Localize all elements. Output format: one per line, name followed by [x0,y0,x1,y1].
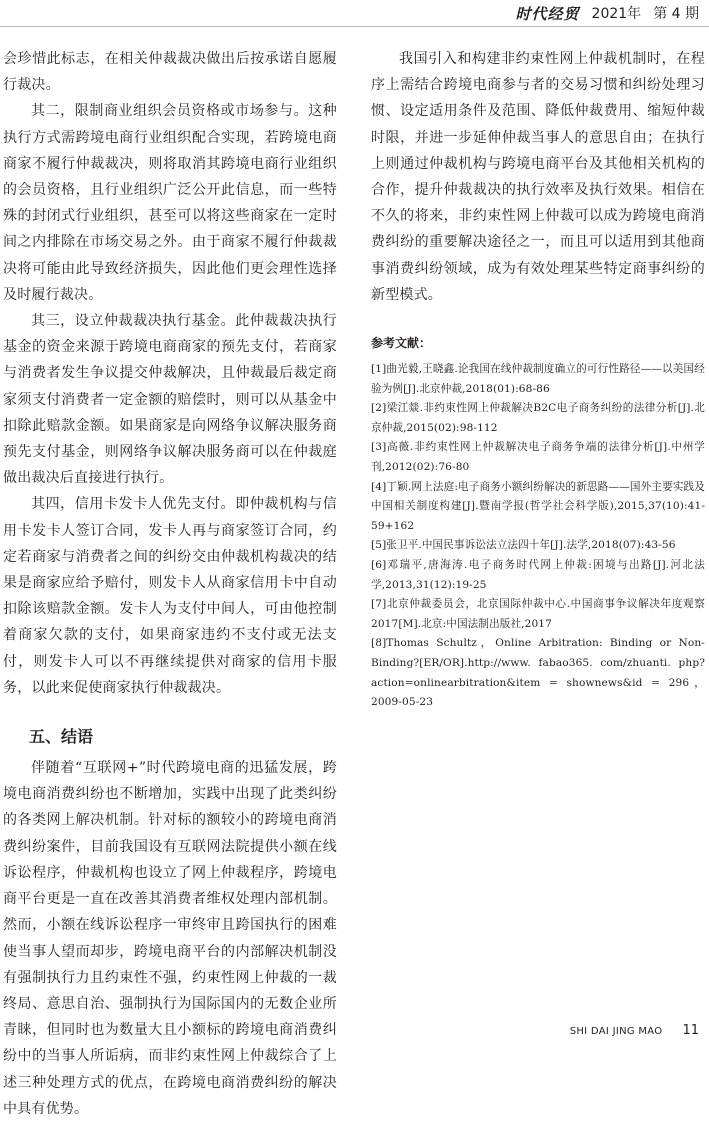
conclusion-paragraph: 伴随着“互联网+”时代跨境电商的迅猛发展，跨境电商消费纠纷也不断增加，实践中出现了此类纠纷的各类网上解决机制。针对标的额较小的跨境电商消费纠纷案件，目前我国设有互联网法院提供小额在线诉讼程序，仲裁机构也设立了网上仲裁程序，跨境电商平台更是一直在改善其消费者维权处理内部机制。然而，小额在线诉讼程序一审终审且跨国执行的困难使当事人望而却步，跨境电商平台的内部解决机制没有强制执行力且约束性不强，约束性网上仲裁的一裁终局、意思自治、强制执行为国际国内的无数企业所青睐，但同时也为数量大且小额标的跨境电商消费纠纷中的当事人所诟病，而非约束性网上仲裁综合了上述三种处理方式的优点，在跨境电商消费纠纷的解决中具有优势。 [3,760,337,1117]
reference-item: [1]曲光毅,王晓鑫.论我国在线仲裁制度确立的可行性路径——以美国经验为例[J].北京仲裁,2018(01):68-86 [371,363,705,395]
body-paragraph: 我国引入和构建非约束性网上仲裁机制时，在程序上需结合跨境电商参与者的交易习惯和纠纷处理习惯、设定适用条件及范围、降低仲裁费用、缩短仲裁时限，并进一步延伸仲裁当事人的意思自由；在执行上则通过仲裁机构与跨境电商平台及其他相关机构的合作，提升仲裁裁决的执行效率及执行效果。相信在不久的将来，非约束性网上仲裁可以成为跨境电商消费纠纷的重要解决途径之一，而且可以适用到其他商事消费纠纷领域，成为有效处理某些特定商事纠纷的新型模式。 [371,51,705,303]
reference-item: [2]梁江燚.非约束性网上仲裁解决B2C电子商务纠纷的法律分析[J].北京仲裁,2015(02):98-112 [371,402,705,434]
issue-number: 第 4 期 [653,6,699,22]
page-header [516,2,699,24]
reference-item: [6]邓瑞平,唐海涛.电子商务时代网上仲裁:困境与出路[J].河北法学,2013,31(12):19-25 [371,558,705,591]
header-divider [0,26,709,27]
journal-name-english: SHI DAI JING MAO [569,1026,663,1037]
references-heading: 参考文献： [371,336,432,351]
body-paragraph: 其二，限制商业组织会员资格或市场参与。这种执行方式需跨境电商行业组织配合实现，若跨境电商商家不履行仲裁裁决，则将取消其跨境电商行业组织的会员资格，且行业组织广泛公开此信息，而一些特殊的封闭式行业组织，甚至可以将这些商家在一定时间之内排除在市场交易之外。由于商家不履行仲裁裁决将可能由此导致经济损失，因此他们更会理性选择及时履行裁决。 [3,103,337,303]
body-paragraph: 其三，设立仲裁裁决执行基金。此仲裁裁决执行基金的资金来源于跨境电商商家的预先支付，若商家与消费者发生争议提交仲裁解决，且仲裁最后裁定商家须支付消费者一定金额的赔偿时，则可以从基金中扣除此赔款金额。如果商家是向网络争议解决服务商预先支付基金，则网络争议解决服务商可以在仲裁庭做出裁决后直接进行执行。 [3,313,337,487]
page-footer [570,1023,699,1038]
journal-logo: 时代经贸 [515,4,580,23]
section-heading: 五、结语 [29,727,94,747]
reference-item: [7]北京仲裁委员会，北京国际仲裁中心.中国商事争议解决年度观察2017[M].北京:中国法制出版社,2017 [371,598,705,630]
references-list [371,360,705,713]
issue-year: 2021年 [591,6,642,22]
reference-item: [8]Thomas Schultz，Online Arbitration: Binding or Non-Binding?[ER/OR].http://www. fabao365. com/zhuanti. php? action=onlinearbitration&item = shownews&id = 296，2009-05-23 [371,637,705,709]
page-number: 11 [682,1023,699,1038]
right-column [371,46,705,713]
reference-item: [3]高薇.非约束性网上仲裁解决电子商务争端的法律分析[J].中州学刊,2012(02):76-80 [371,441,705,473]
reference-item: [5]张卫平.中国民事诉讼法立法四十年[J].法学,2018(07):43-56 [371,539,676,552]
left-column [3,46,337,1122]
body-paragraph: 其四，信用卡发卡人优先支付。即仲裁机构与信用卡发卡人签订合同，发卡人再与商家签订合同，约定若商家与消费者之间的纠纷交由仲裁机构裁决的结果是商家应给予赔付，则发卡人从商家信用卡中自动扣除该赔款金额。发卡人为支付中间人，可由他控制着商家欠款的支付，如果商家违约不支付或无法支付，则发卡人可以不再继续提供对商家的信用卡服务，以此来促使商家执行仲裁裁决。 [3,496,337,696]
body-paragraph: 会珍惜此标志，在相关仲裁裁决做出后按承诺自愿履行裁决。 [3,51,337,94]
reference-item: [4]丁颖.网上法庭:电子商务小额纠纷解决的新思路——国外主要实践及中国相关制度构建[J].暨南学报(哲学社会科学版),2015,37(10):41-59+162 [371,480,705,532]
